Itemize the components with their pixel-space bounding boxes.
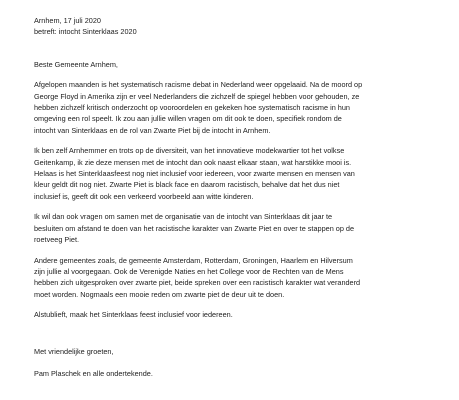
letter-header (34, 15, 447, 38)
date-line: Arnhem, 17 juli 2020 (34, 16, 101, 25)
paragraph-line: hebben zichzelf kritisch onderzocht op vooroordelen en gekeken hoe systematisch racisme in hun (34, 103, 350, 113)
paragraph-1 (34, 79, 447, 136)
paragraph-line: zijn jullie al voorgegaan. Ook de Verenigde Naties en het College voor de Rechten van de Mens (34, 266, 344, 276)
paragraph-line: besluiten om afstand te doen van het racistische karakter van Zwarte Piet en over te stappen op de (34, 223, 355, 233)
paragraph-line: intocht van Sinterklaas en de rol van Zwarte Piet bij de intocht in Arnhem. (34, 125, 271, 135)
paragraph-line: moet worden. Nogmaals een mooie reden om zwarte piet de deur uit te doen. (34, 289, 285, 299)
subject-line: betreft: intocht Sinterklaas 2020 (34, 27, 137, 37)
paragraph-5 (34, 309, 447, 320)
signature: Pam Plaschek en alle ondertekende. (34, 368, 153, 378)
paragraph-line: roetveeg Piet. (34, 235, 80, 245)
paragraph-line: Helaas is het Sinterklaasfeest nog niet inclusief voor iedereen, voor zwarte mensen en mensen van (34, 169, 355, 179)
paragraph-line: hebben zich uitgesproken over zwarte piet, beide spreken over een racistisch karakter wat veranderd (34, 278, 361, 288)
closing: Met vriendelijke groeten, (34, 346, 114, 356)
paragraph-line: Andere gemeentes zoals, de gemeente Amsterdam, Rotterdam, Groningen, Haarlem en Hilversum (34, 255, 353, 265)
paragraph-line: inclusief is, geeft dit ook een verkeerd voorbeeld aan witte kinderen. (34, 191, 254, 201)
paragraph-line: kleur geldt dit nog niet. Zwarte Piet is black face en daarom racistisch, behalve dat het dus niet (34, 180, 340, 190)
paragraph-line: Afgelopen maanden is het systematisch racisme debat in Nederland weer opgelaaid. Na de moord op (34, 80, 363, 90)
paragraph-4 (34, 255, 447, 301)
paragraph-line: Alstublieft, maak het Sinterklaas feest inclusief voor iedereen. (34, 310, 233, 320)
paragraph-3 (34, 211, 447, 245)
paragraph-line: Ik wil dan ook vragen om samen met de organisatie van de intocht van Sinterklaas dit jaar te (34, 212, 333, 222)
paragraph-line: Geitenkamp, ik zie deze mensen met de intocht dan ook naast elkaar staan, wat harstikke mooi is. (34, 157, 352, 167)
salutation: Beste Gemeente Arnhem, (34, 59, 118, 69)
paragraph-line: George Floyd in Amerika zijn er veel Nederlanders die zichzelf de spiegel hebben voor gehouden, ze (34, 91, 360, 101)
paragraph-line: omgeving een rol speelt. Ik zou aan jullie willen vragen om dit ook te doen, specifiek rondom de (34, 114, 342, 124)
paragraph-line: Ik ben zelf Arnhemmer en trots op de diversiteit, van het innovatieve modekwartier tot het volkse (34, 146, 345, 156)
paragraph-2 (34, 145, 447, 202)
